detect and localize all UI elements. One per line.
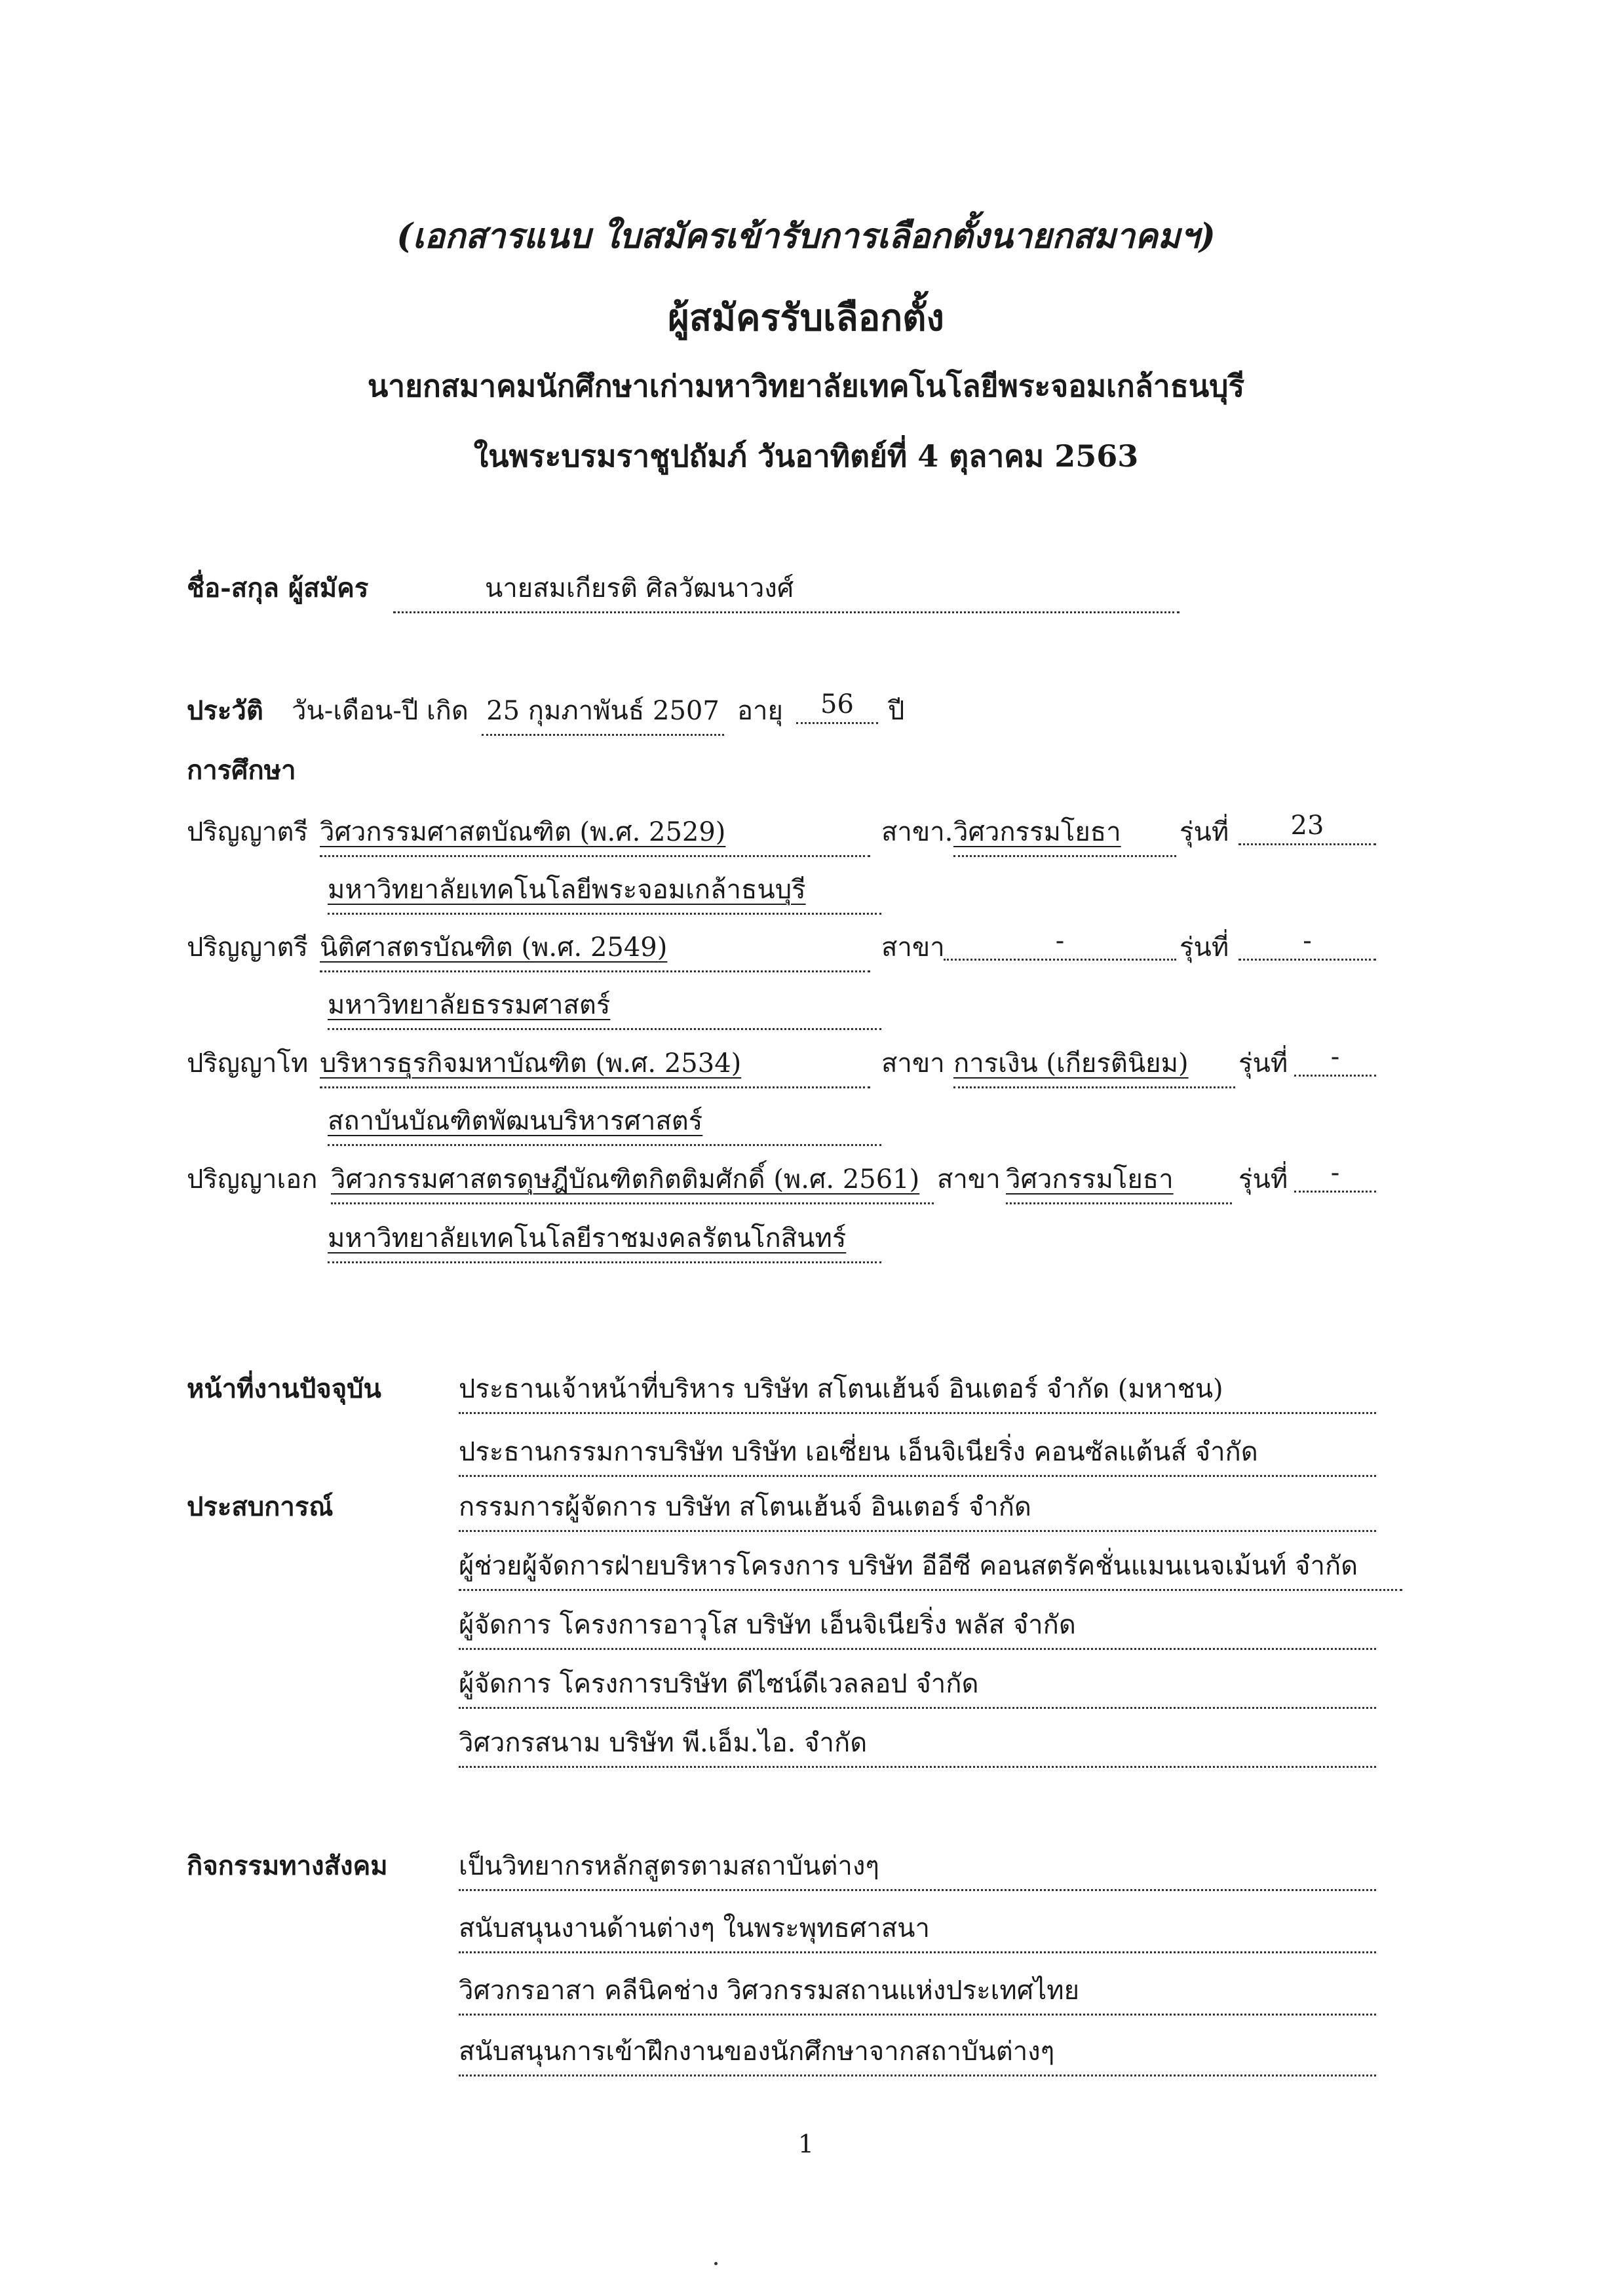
branch-value: - bbox=[1055, 926, 1065, 956]
association-title: นายกสมาคมนักศึกษาเก่ามหาวิทยาลัยเทคโนโลยีพระจอมเกล้าธนบุรี bbox=[367, 368, 1245, 404]
branch-value: วิศวกรรมโยธา bbox=[953, 817, 1121, 847]
class-label: รุ่นที่ bbox=[1238, 1164, 1288, 1195]
degree-level: ปริญญาตรี bbox=[187, 817, 308, 847]
experience-item: กรรมการผู้จัดการ บริษัท สโตนเฮ้นจ์ อินเตอร์ จำกัด bbox=[459, 1485, 1376, 1532]
degree-level: ปริญญาโท bbox=[187, 1048, 309, 1079]
degree-level: ปริญญาเอก bbox=[187, 1164, 318, 1195]
social-activity-item: วิศวกรอาสา คลีนิคช่าง วิศวกรรมสถานแห่งประเทศไทย bbox=[459, 1969, 1376, 2016]
branch-value: การเงิน (เกียรตินิยม) bbox=[953, 1048, 1189, 1079]
page-number: 1 bbox=[797, 2130, 815, 2158]
birth-date-field bbox=[482, 689, 724, 736]
name-value: นายสมเกียรติ ศิลวัฒนาวงศ์ bbox=[485, 573, 794, 603]
class-value: - bbox=[1330, 1042, 1340, 1072]
experience-item: ผู้จัดการ โครงการบริษัท ดีไซน์ดีเวลลอป จำกัด bbox=[459, 1662, 1376, 1709]
degree-name-field bbox=[320, 1042, 870, 1088]
institution-name: มหาวิทยาลัยธรรมศาสตร์ bbox=[328, 990, 611, 1020]
degree-name: วิศวกรรมศาสตรดุษฎีบัณฑิตกิตติมศักดิ์ (พ.ศ. 2561) bbox=[331, 1164, 920, 1195]
current-job-item: ประธานกรรมการบริษัท บริษัท เอเซี่ยน เอ็นจิเนียริ่ง คอนซัลแต้นส์ จำกัด bbox=[459, 1430, 1376, 1477]
age-unit: ปี bbox=[888, 696, 905, 726]
name-label: ชื่อ-สกุล ผู้สมัคร bbox=[187, 573, 369, 603]
profile-label: ประวัติ bbox=[187, 695, 263, 726]
degree-name-field bbox=[320, 926, 870, 972]
age-value: 56 bbox=[820, 689, 854, 719]
institution-field bbox=[328, 1217, 881, 1263]
institution-name: มหาวิทยาลัยเทคโนโลยีราชมงคลรัตนโกสินทร์ bbox=[328, 1223, 847, 1253]
branch-label: สาขา bbox=[937, 1164, 1001, 1195]
degree-name: นิติศาสตรบัณฑิต (พ.ศ. 2549) bbox=[320, 932, 668, 963]
degree-name: บริหารธุรกิจมหาบัณฑิต (พ.ศ. 2534) bbox=[320, 1048, 742, 1079]
class-field bbox=[1294, 1042, 1376, 1077]
degree-name-field bbox=[320, 811, 870, 857]
degree-name: วิศวกรรมศาสตบัณฑิต (พ.ศ. 2529) bbox=[320, 817, 726, 847]
class-field bbox=[1238, 811, 1376, 845]
experience-item: ผู้จัดการ โครงการอาวุโส บริษัท เอ็นจิเนียริ่ง พลัส จำกัด bbox=[459, 1603, 1376, 1650]
institution-field bbox=[328, 984, 881, 1030]
current-job-label: หน้าที่งานปัจจุบัน bbox=[187, 1373, 381, 1404]
birth-date-value: 25 กุมภาพันธ์ 2507 bbox=[486, 696, 720, 726]
experience-item: ผู้ช่วยผู้จัดการฝ่ายบริหารโครงการ บริษัท อีอีซี คอนสตรัคชั่นแมนเนจเม้นท์ จำกัด bbox=[459, 1544, 1402, 1591]
class-field bbox=[1294, 1158, 1376, 1193]
branch-value: วิศวกรรมโยธา bbox=[1006, 1164, 1174, 1195]
class-label: รุ่นที่ bbox=[1180, 817, 1229, 847]
education-heading: การศึกษา bbox=[187, 755, 296, 786]
experience-item: วิศวกรสนาม บริษัท พี.เอ็ม.ไอ. จำกัด bbox=[459, 1721, 1376, 1768]
social-activity-item: สนับสนุนการเข้าฝึกงานของนักศึกษาจากสถาบันต่างๆ bbox=[459, 2030, 1376, 2076]
social-activities-label: กิจกรรมทางสังคม bbox=[187, 1850, 388, 1881]
scan-speck bbox=[714, 2262, 718, 2265]
class-value: - bbox=[1330, 1158, 1340, 1188]
current-job-item: ประธานเจ้าหน้าที่บริหาร บริษัท สโตนเฮ้นจ์ อินเตอร์ จำกัด (มหาชน) bbox=[459, 1368, 1376, 1414]
branch-field bbox=[953, 1042, 1235, 1088]
age-field bbox=[796, 689, 878, 724]
class-label: รุ่นที่ bbox=[1238, 1048, 1288, 1079]
class-label: รุ่นที่ bbox=[1180, 932, 1229, 963]
class-field bbox=[1238, 926, 1376, 961]
birth-label: วัน-เดือน-ปี เกิด bbox=[292, 696, 469, 726]
election-date-line: ในพระบรมราชูปถัมภ์ วันอาทิตย์ที่ 4 ตุลาคม 2563 bbox=[473, 438, 1139, 474]
attachment-title: (เอกสารแนบ ใบสมัครเข้ารับการเลือกตั้งนายกสมาคมฯ) bbox=[396, 216, 1216, 256]
social-activity-item: เป็นวิทยากรหลักสูตรตามสถาบันต่างๆ bbox=[459, 1845, 1376, 1891]
branch-label: สาขา bbox=[881, 932, 945, 963]
degree-name-field bbox=[331, 1158, 934, 1204]
institution-field bbox=[328, 1100, 881, 1146]
branch-field bbox=[944, 926, 1176, 961]
institution-name: มหาวิทยาลัยเทคโนโลยีพระจอมเกล้าธนบุรี bbox=[328, 875, 806, 905]
institution-name: สถาบันบัณฑิตพัฒนบริหารศาสตร์ bbox=[328, 1106, 703, 1136]
branch-label: สาขา. bbox=[881, 817, 953, 847]
degree-level: ปริญญาตรี bbox=[187, 932, 308, 963]
branch-field bbox=[953, 811, 1176, 857]
name-field bbox=[393, 567, 1180, 613]
branch-field bbox=[1006, 1158, 1232, 1204]
age-label: อายุ bbox=[737, 696, 783, 726]
institution-field bbox=[328, 868, 881, 915]
social-activity-item: สนับสนุนงานด้านต่างๆ ในพระพุทธศาสนา bbox=[459, 1907, 1376, 1953]
class-value: 23 bbox=[1290, 811, 1324, 841]
branch-label: สาขา bbox=[881, 1048, 945, 1079]
experience-label: ประสบการณ์ bbox=[187, 1491, 334, 1522]
class-value: - bbox=[1303, 926, 1312, 956]
candidate-heading: ผู้สมัครรับเลือกตั้ง bbox=[668, 296, 944, 339]
